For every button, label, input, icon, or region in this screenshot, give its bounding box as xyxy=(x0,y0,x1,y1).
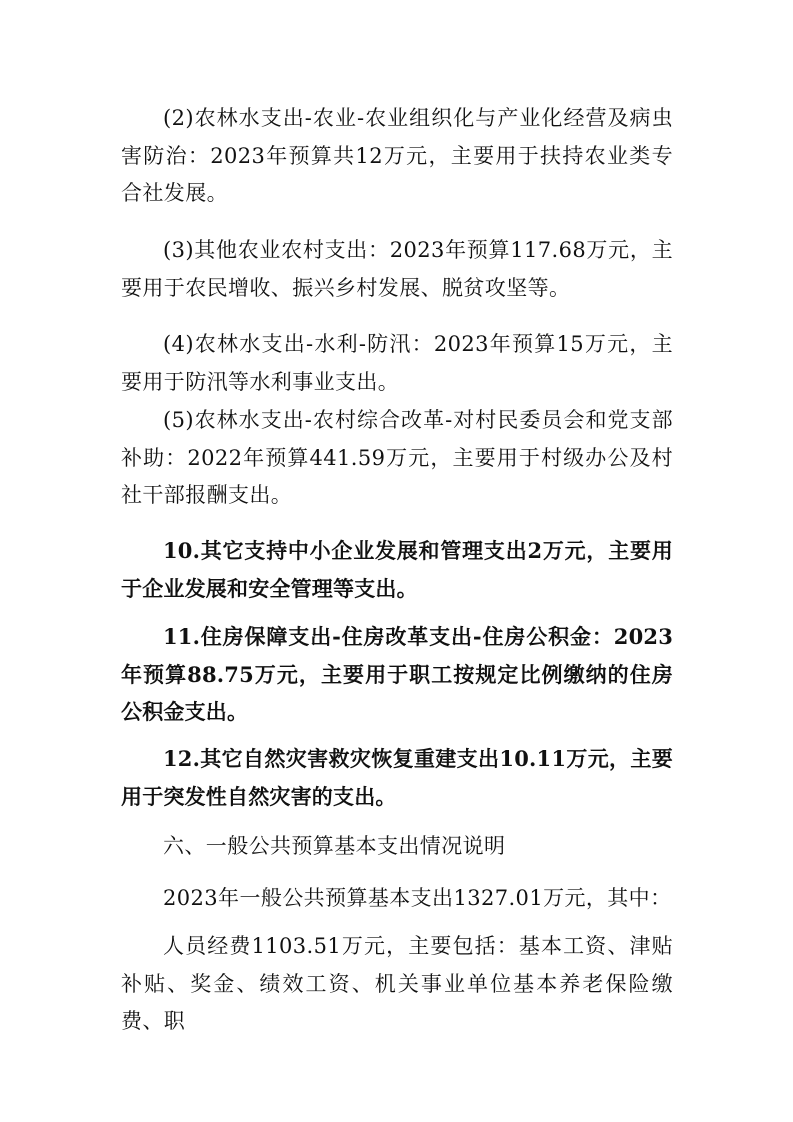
paragraph-sme-development: 10.其它支持中小企业发展和管理支出2万元，主要用于企业发展和安全管理等支出。 xyxy=(121,538,673,601)
paragraph-agriculture-pest-control: (2)农林水支出-农业-农业组织化与产业化经营及病虫害防治：2023年预算共12万元，主要用于扶持农业类专合社发展。 xyxy=(121,106,673,205)
paragraph-flood-control: (4)农林水支出-水利-防汛：2023年预算15万元，主要用于防汛等水利事业支出。 xyxy=(121,332,673,394)
paragraph-housing-fund: 11.住房保障支出-住房改革支出-住房公积金：2023年预算88.75万元，主要用于职工按规定比例缴纳的住房公积金支出。 xyxy=(121,624,673,724)
paragraph-village-committee-subsidy: (5)农林水支出-农村综合改革-对村民委员会和党支部补助：2022年预算441.59万元，主要用于村级办公及村社干部报酬支出。 xyxy=(121,408,673,507)
section-heading-basic-expenditure: 六、一般公共预算基本支出情况说明 xyxy=(163,834,506,858)
paragraph-basic-expenditure-total: 2023年一般公共预算基本支出1327.01万元，其中： xyxy=(163,886,672,910)
paragraph-personnel-expenses: 人员经费1103.51万元，主要包括：基本工资、津贴补贴、奖金、绩效工资、机关事业单位基本养老保险缴费、职 xyxy=(121,934,673,1033)
paragraph-other-rural-expenditure: (3)其他农业农村支出：2023年预算117.68万元，主要用于农民增收、振兴乡村发展、脱贫攻坚等。 xyxy=(121,238,673,300)
paragraph-disaster-relief: 12.其它自然灾害救灾恢复重建支出10.11万元，主要用于突发性自然灾害的支出。 xyxy=(121,746,673,809)
